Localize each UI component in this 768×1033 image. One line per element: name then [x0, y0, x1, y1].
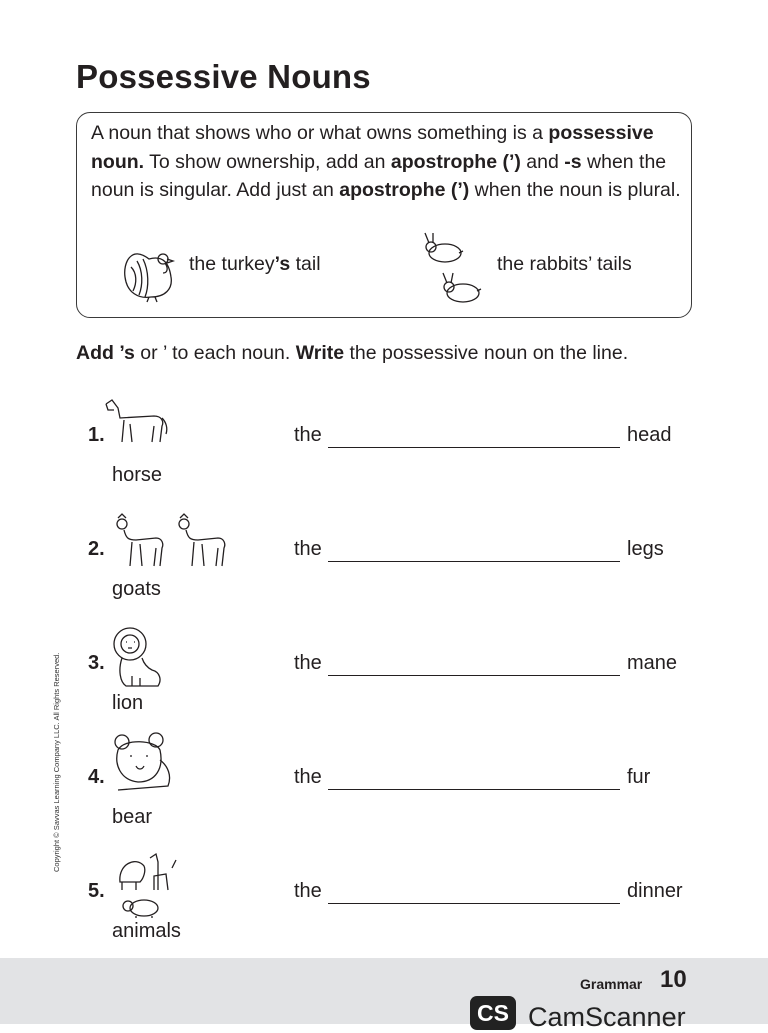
camscanner-logo: CS: [470, 996, 516, 1030]
footer-section-label: Grammar: [580, 976, 643, 992]
item-after-word: head: [627, 424, 672, 446]
copyright-notice: Copyright © Savvas Learning Company LLC. All Rights Reserved.: [52, 652, 61, 872]
exercise-item-1: [0, 394, 768, 508]
item-after-word: dinner: [627, 880, 683, 902]
page-title: Possessive Nouns: [76, 58, 371, 95]
instructions: Add ’s or ’ to each noun. Write the possessive noun on the line.: [76, 342, 629, 364]
answer-field-4[interactable]: [328, 789, 620, 790]
exercise-item-2: [0, 508, 768, 622]
item-number: 1.: [88, 424, 105, 446]
item-after-word: fur: [627, 766, 651, 788]
exercise-item-3: [0, 622, 768, 736]
rule-text: A noun that shows who or what owns something is a possessive noun. To show ownership, add an apostrophe (’) and -s when the noun is singular. Add just an apostrophe (’) when the noun is plural.: [91, 122, 681, 202]
horse-icon: [102, 396, 170, 446]
item-noun: animals: [112, 920, 181, 942]
item-after-word: mane: [627, 652, 678, 674]
item-number: 3.: [88, 652, 105, 674]
item-before-word: the: [294, 538, 322, 560]
item-number: 2.: [88, 538, 105, 560]
item-number: 4.: [88, 766, 105, 788]
item-noun: lion: [112, 692, 144, 714]
item-before-word: the: [294, 766, 322, 788]
lion-icon: [108, 624, 166, 690]
animals-icon: [116, 852, 180, 920]
answer-field-5[interactable]: [328, 903, 620, 904]
answer-field-1[interactable]: [328, 447, 620, 448]
item-before-word: the: [294, 652, 322, 674]
item-before-word: the: [294, 880, 322, 902]
camscanner-wordmark: CamScanner: [528, 1002, 686, 1032]
example-rabbits: the rabbits’ tails: [497, 253, 632, 275]
item-noun: goats: [112, 578, 161, 600]
rabbits-icon: [421, 231, 487, 307]
answer-field-2[interactable]: [328, 561, 620, 562]
answer-field-3[interactable]: [328, 675, 620, 676]
item-noun: bear: [112, 806, 153, 828]
exercise-item-5: [0, 850, 768, 964]
item-before-word: the: [294, 424, 322, 446]
example-turkey: the turkey’s tail: [189, 253, 321, 275]
item-noun: horse: [112, 464, 163, 486]
goats-icon: [112, 512, 230, 570]
item-after-word: legs: [627, 538, 664, 560]
turkey-icon: [121, 239, 177, 303]
bear-icon: [110, 730, 176, 796]
page-footer: [0, 958, 768, 1032]
exercise-item-4: [0, 736, 768, 850]
item-number: 5.: [88, 880, 105, 902]
rule-box: [76, 112, 692, 318]
page-number: 10: [660, 966, 687, 993]
